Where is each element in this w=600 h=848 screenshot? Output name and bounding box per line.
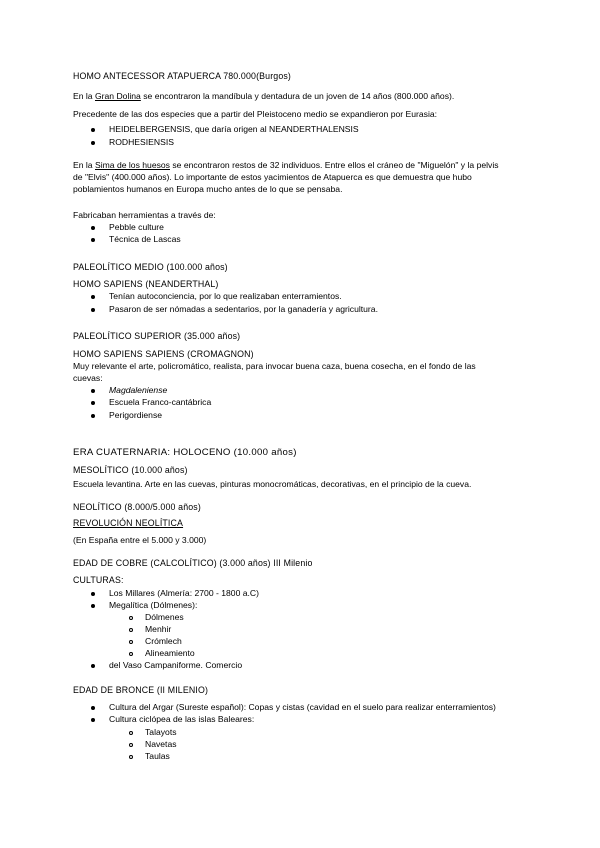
section-title-homo-antecessor: HOMO ANTECESSOR ATAPUERCA 780.000(Burgos) [73, 71, 291, 81]
paragraph-arte-line2: cuevas: [73, 373, 103, 383]
paragraph-gran-dolina [73, 91, 454, 102]
bullet-icon [91, 604, 95, 608]
sub-list-item: Alineamiento [145, 648, 195, 658]
list-item: Magdaleniense [109, 385, 168, 395]
subtitle-cromagnon: HOMO SAPIENS SAPIENS (CROMAGNON) [73, 349, 254, 359]
section-title-holoceno: ERA CUATERNARIA: HOLOCENO (10.000 años) [73, 447, 297, 458]
circle-bullet-icon [129, 640, 133, 644]
paragraph-sima-line1 [73, 160, 499, 171]
list-item: Escuela Franco-cantábrica [109, 397, 212, 407]
bullet-icon [91, 401, 95, 405]
circle-bullet-icon [129, 755, 133, 759]
circle-bullet-icon [129, 616, 133, 620]
gran-dolina-link[interactable]: Gran Dolina [94, 91, 141, 101]
paragraph-escuela-levantina: Escuela levantina. Arte en las cuevas, pinturas monocromáticas, decorativas, en el principio de la cueva. [73, 479, 472, 489]
list-item: del Vaso Campaniforme. Comercio [109, 660, 243, 670]
list-item: HEIDELBERGENSIS, que daría origen al NEANDERTHALENSIS [109, 124, 359, 134]
section-title-neolitico: NEOLÍTICO (8.000/5.000 años) [73, 502, 201, 512]
sub-list-item: Talayots [145, 727, 177, 737]
circle-bullet-icon [129, 652, 133, 656]
list-item: Perigordiense [109, 410, 163, 420]
bullet-icon [91, 592, 95, 596]
bullet-icon [91, 389, 95, 393]
paragraph-sima-line3: poblamientos humanos en Europa mucho antes de lo que se pensaba. [73, 184, 343, 194]
circle-bullet-icon [129, 731, 133, 735]
subtitle-mesolitico: MESOLÍTICO (10.000 años) [73, 465, 188, 475]
bullet-icon [91, 128, 95, 132]
bullet-icon [91, 664, 95, 668]
paragraph-precedente: Precedente de las dos especies que a partir del Pleistoceno medio se expandieron por Eurasia: [73, 109, 438, 119]
text: se encontraron restos de 32 individuos. Entre ellos el cráneo de "Miguelón" y la pelvis [169, 160, 499, 170]
section-title-edad-de-cobre: EDAD DE COBRE (CALCOLÍTICO) (3.000 años) III Milenio [73, 558, 313, 568]
sub-list-item: Menhir [145, 624, 172, 634]
section-title-paleolitico-medio: PALEOLÍTICO MEDIO (100.000 años) [73, 262, 228, 272]
paragraph-en-espana: (En España entre el 5.000 y 3.000) [73, 535, 207, 545]
bullet-icon [91, 308, 95, 312]
bullet-icon [91, 226, 95, 230]
circle-bullet-icon [129, 628, 133, 632]
list-item: Pasaron de ser nómadas a sedentarios, por la ganadería y agricultura. [109, 304, 378, 314]
paragraph-sima-line2: de "Elvis" (400.000 años). Lo importante de estos yacimientos de Atapuerca es que demuestra que hubo [73, 172, 472, 182]
sub-list-item: Dólmenes [145, 612, 184, 622]
list-item: Tenían autoconciencia, por lo que realizaban enterramientos. [109, 291, 342, 301]
bullet-icon [91, 718, 95, 722]
section-title-edad-de-bronce: EDAD DE BRONCE (II MILENIO) [73, 685, 209, 695]
list-item: Técnica de Lascas [109, 234, 181, 244]
subtitle-culturas: CULTURAS: [73, 575, 124, 585]
list-item: Cultura del Argar (Sureste español): Copas y cistas (cavidad en el suelo para realizar enterramientos) [109, 702, 496, 712]
text: En la [73, 160, 95, 170]
list-item: Cultura ciclópea de las islas Baleares: [109, 714, 255, 724]
list-item: Los Millares (Almería: 2700 - 1800 a.C) [109, 588, 259, 598]
sima-de-los-huesos-link[interactable]: Sima de los huesos [94, 160, 170, 170]
paragraph-herramientas: Fabricaban herramientas a través de: [73, 210, 216, 220]
circle-bullet-icon [129, 743, 133, 747]
bullet-icon [91, 706, 95, 710]
list-item: Megalítica (Dólmenes): [109, 600, 198, 610]
sub-list-item: Navetas [145, 739, 177, 749]
bullet-icon [91, 141, 95, 145]
subtitle-neanderthal: HOMO SAPIENS (NEANDERTHAL) [73, 279, 219, 289]
text: se encontraron la mandíbula y dentadura de un joven de 14 años (800.000 años). [140, 91, 455, 101]
list-item: Pebble culture [109, 222, 164, 232]
sub-list-item: Taulas [145, 751, 170, 761]
paragraph-arte-line1: Muy relevante el arte, policromático, realista, para invocar buena caza, buena cosecha, en el fondo de las [73, 361, 476, 371]
text: En la [73, 91, 95, 101]
bullet-icon [91, 295, 95, 299]
bullet-icon [91, 238, 95, 242]
section-title-paleolitico-superior: PALEOLÍTICO SUPERIOR (35.000 años) [73, 331, 241, 341]
subtitle-revolucion-neolitica: REVOLUCIÓN NEOLÍTICA [73, 518, 184, 528]
list-item: RODHESIENSIS [109, 137, 174, 147]
sub-list-item: Crómlech [145, 636, 182, 646]
bullet-icon [91, 414, 95, 418]
